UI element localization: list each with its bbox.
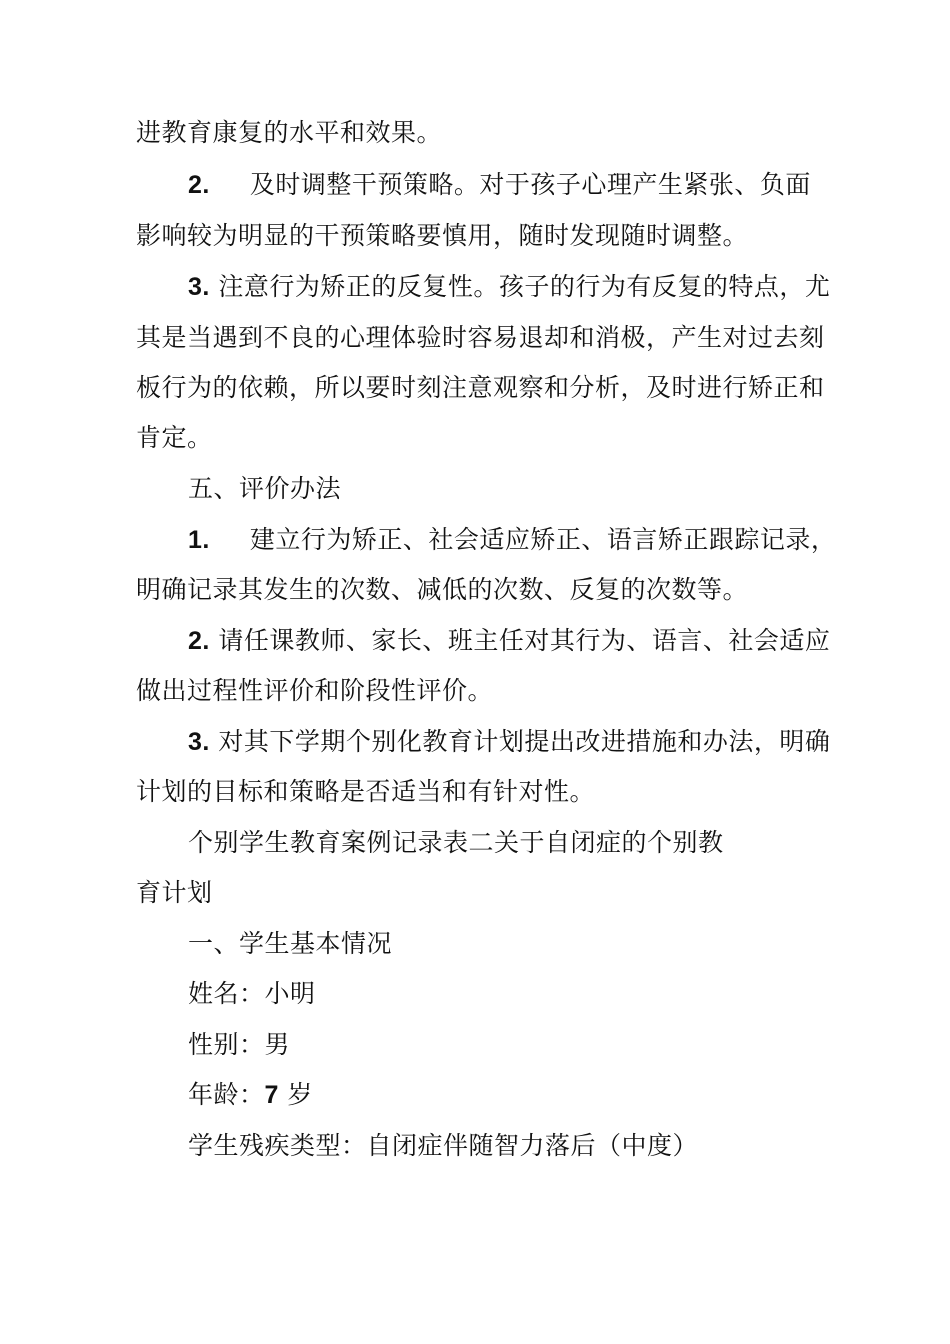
- document-title: 个别学生教育案例记录表二关于自闭症的个别教: [188, 828, 724, 857]
- paragraph-line: 明确记录其发生的次数、减低的次数、反复的次数等。: [136, 575, 749, 604]
- list-item-2: 2. 请任课教师、家长、班主任对其行为、语言、社会适应: [188, 626, 831, 655]
- section-heading: 一、学生基本情况: [188, 929, 393, 958]
- paragraph-line: 进教育康复的水平和效果。: [136, 118, 443, 147]
- paragraph-line: 做出过程性评价和阶段性评价。: [136, 676, 494, 705]
- list-item-3: 3. 注意行为矫正的反复性。孩子的行为有反复的特点，尤: [188, 272, 831, 301]
- list-number: 1.: [188, 526, 210, 554]
- field-disability-type: 学生残疾类型：自闭症伴随智力落后（中度）: [188, 1131, 699, 1160]
- field-name: 姓名：小明: [188, 979, 316, 1008]
- paragraph-line: 板行为的依赖，所以要时刻注意观察和分析，及时进行矫正和: [136, 373, 825, 402]
- document-title-continued: 育计划: [136, 878, 213, 907]
- section-heading: 五、评价办法: [188, 474, 342, 503]
- paragraph-line: 计划的目标和策略是否适当和有针对性。: [136, 777, 596, 806]
- paragraph-line: 肯定。: [136, 423, 213, 452]
- list-item-1: 1. 建立行为矫正、社会适应矫正、语言矫正跟踪记录，: [188, 525, 837, 554]
- list-number: 3.: [188, 273, 210, 301]
- field-gender: 性别：男: [188, 1030, 291, 1059]
- paragraph-line: 影响较为明显的干预策略要慎用，随时发现随时调整。: [136, 221, 749, 250]
- list-number: 2.: [188, 171, 210, 199]
- list-item-2: 2. 及时调整干预策略。对于孩子心理产生紧张、负面: [188, 170, 811, 199]
- list-item-3: 3. 对其下学期个别化教育计划提出改进措施和办法，明确: [188, 727, 831, 756]
- list-number: 3.: [188, 728, 210, 756]
- paragraph-line: 其是当遇到不良的心理体验时容易退却和消极，产生对过去刻: [136, 323, 825, 352]
- list-number: 2.: [188, 627, 210, 655]
- field-age: 年龄：7 岁: [188, 1080, 313, 1109]
